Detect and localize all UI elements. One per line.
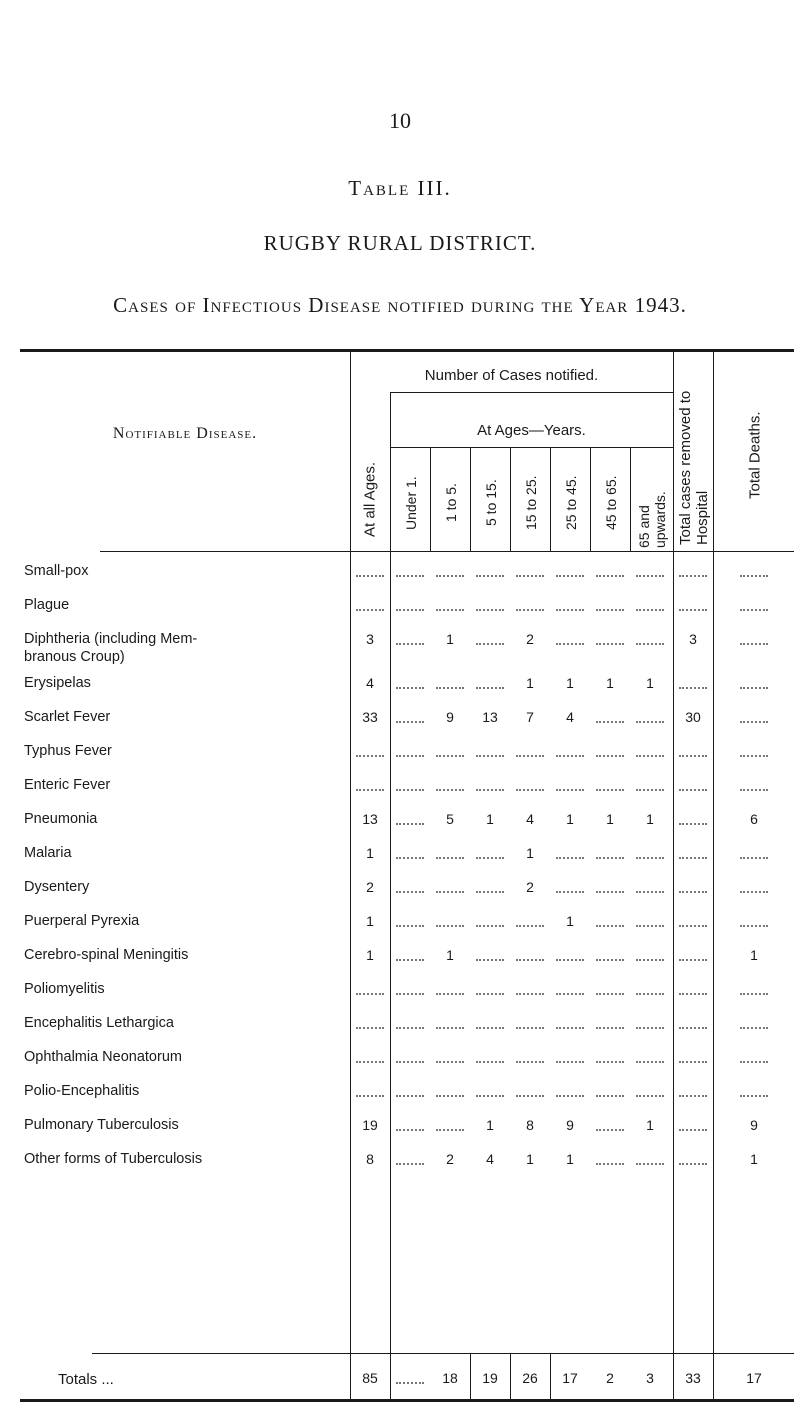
table-cell: 1 [566,675,574,691]
table-cell: 1 [646,1117,654,1133]
disease-label: Small-pox [24,563,89,579]
table-cell: 1 [566,913,574,929]
table-cell [596,857,624,859]
disease-label: Malaria [24,845,72,861]
table-cell [476,609,504,611]
table-cell: 1 [526,675,534,691]
col-header-15-to-25: 15 to 25. [523,475,539,531]
table-cell [476,1095,504,1097]
table-cell [596,993,624,995]
table-cell [679,687,707,689]
table-cell: 6 [750,811,758,827]
table-cell [436,891,464,893]
disease-label: Polio-Encephalitis [24,1083,140,1099]
column-rule [713,352,714,1400]
table-cell: 1 [566,1151,574,1167]
table-cell [556,575,584,577]
totals-cell: 3 [646,1370,654,1386]
table-cell [436,1095,464,1097]
table-cell [396,789,424,791]
col-header-removed-to-hospital: Total cases removed to Hospital [677,390,711,545]
table-cell [396,687,424,689]
table-cell [436,857,464,859]
table-cell [636,609,664,611]
table-cell: 2 [446,1151,454,1167]
table-cell [556,789,584,791]
table-cell [679,609,707,611]
table-cell: 1 [366,845,374,861]
table-cell [396,1129,424,1131]
table-cell [596,575,624,577]
table-cell [556,1061,584,1063]
table-cell [396,823,424,825]
table-cell [556,609,584,611]
table-cell: 1 [750,1151,758,1167]
table-cell [436,755,464,757]
table-cell [556,993,584,995]
at-ages-header: At Ages—Years. [477,422,586,439]
table-cell [679,1095,707,1097]
table-cell: 1 [486,811,494,827]
table-cell: 1 [606,811,614,827]
table-cell [476,925,504,927]
table-cell [356,993,384,995]
table-cell [396,609,424,611]
col-header-1-to-5: 1 to 5. [443,483,459,523]
column-rule [630,448,631,552]
table-cell [679,1027,707,1029]
table-cell [596,925,624,927]
disease-label: Cerebro-spinal Meningitis [24,947,189,963]
column-rule [673,352,674,1400]
table-cell: 9 [446,709,454,725]
table-cell: 9 [750,1117,758,1133]
totals-top-rule [92,1353,794,1354]
table-cell [516,1027,544,1029]
col-header-all-ages: At all Ages. [361,461,379,538]
table-cell [476,857,504,859]
disease-label: Puerperal Pyrexia [24,913,140,929]
table-cell [679,1061,707,1063]
table-cell [396,575,424,577]
table-cell [396,857,424,859]
table-cell [636,755,664,757]
disease-label-continued: branous Croup) [24,649,125,665]
table-cell [596,789,624,791]
table-cell: 13 [482,709,498,725]
table-cell [516,1095,544,1097]
table-cell [556,755,584,757]
table-cell: 2 [526,879,534,895]
table-cell [740,1061,768,1063]
disease-label: Plague [24,597,70,613]
table-cell [476,789,504,791]
table-cell [679,1129,707,1131]
table-cell [396,959,424,961]
table-cell [740,755,768,757]
disease-label: Scarlet Fever [24,709,111,725]
col-header-5-to-15: 5 to 15. [483,479,499,527]
table-cell [740,1095,768,1097]
table-cell [556,1027,584,1029]
table-cell: 9 [566,1117,574,1133]
table-cell: 1 [566,811,574,827]
disease-label: Erysipelas [24,675,91,691]
table-cell [356,575,384,577]
table-cell [679,891,707,893]
table-cell: 30 [685,709,701,725]
table-cell [596,721,624,723]
table-cell: 5 [446,811,454,827]
table-cell: 1 [446,631,454,647]
table-cell: 4 [526,811,534,827]
disease-label: Poliomyelitis [24,981,105,997]
disease-label: Encephalitis Lethargica [24,1015,174,1031]
table-cell: 3 [689,631,697,647]
disease-label: Ophthalmia Neonatorum [24,1049,182,1065]
table-cell [396,1061,424,1063]
totals-cell: 85 [362,1370,378,1386]
column-rule [590,448,591,552]
col-header-65-upwards: 65 and upwards. [636,491,668,548]
totals-cell: 17 [562,1370,578,1386]
table-cell [679,823,707,825]
table-cell [396,721,424,723]
table-cell: 1 [606,675,614,691]
table-cell [740,575,768,577]
disease-label: Dysentery [24,879,90,895]
disease-label: Typhus Fever [24,743,112,759]
table-cell [516,925,544,927]
disease-label: Other forms of Tuberculosis [24,1151,203,1167]
table-cell [556,891,584,893]
table-cell [396,643,424,645]
table-cell: 8 [526,1117,534,1133]
totals-cell: 18 [442,1370,458,1386]
disease-label: Enteric Fever [24,777,111,793]
totals-cell: 2 [606,1370,614,1386]
disease-label: Pneumonia [24,811,98,827]
table-cell [436,1027,464,1029]
table-top-rule [20,349,794,352]
table-cell [679,789,707,791]
table-cell [596,1027,624,1029]
table-cell [476,959,504,961]
table-cell [516,789,544,791]
table-cell [596,1061,624,1063]
column-rule [430,448,431,552]
table-cell: 4 [366,675,374,691]
column-rule [390,392,391,1400]
table-cell [396,993,424,995]
table-cell [636,891,664,893]
table-cell [556,959,584,961]
table-bottom-rule [20,1399,794,1402]
table-cell [679,959,707,961]
table-subtitle: Cases of Infectious Disease notified during the Year 1943. [113,293,687,317]
table-cell [679,575,707,577]
table-cell [516,609,544,611]
col-header-25-to-45: 25 to 45. [563,475,579,531]
table-cell [396,1027,424,1029]
col-header-total-deaths: Total Deaths. [746,411,764,499]
table-cell [476,687,504,689]
table-cell [740,789,768,791]
table-cell [396,1095,424,1097]
totals-cell: 17 [746,1370,762,1386]
table-cell [636,789,664,791]
col-header-45-to-65: 45 to 65. [603,475,619,531]
table-cell [636,1061,664,1063]
table-cell [596,643,624,645]
table-cell [679,993,707,995]
table-cell [596,1095,624,1097]
table-cell [740,1027,768,1029]
column-rule [350,352,351,1400]
header-rule-ages [390,447,674,448]
totals-cell: 19 [482,1370,498,1386]
table-cell [436,1061,464,1063]
page-number: 10 [389,108,411,133]
table-cell: 4 [486,1151,494,1167]
table-cell [679,925,707,927]
table-cell [396,891,424,893]
table-cell [636,959,664,961]
table-cell [476,1027,504,1029]
table-cell [436,575,464,577]
table-cell [740,857,768,859]
table-cell [596,1163,624,1165]
table-cell [436,687,464,689]
table-cell [740,721,768,723]
table-cell [476,575,504,577]
table-cell: 1 [526,845,534,861]
table-cell [636,993,664,995]
table-cell [356,789,384,791]
table-cell: 7 [526,709,534,725]
table-cell [740,891,768,893]
column-rule [510,448,511,552]
table-cell: 1 [750,947,758,963]
table-cell: 1 [526,1151,534,1167]
table-cell: 1 [646,811,654,827]
table-cell: 1 [646,675,654,691]
table-cell [476,993,504,995]
district-title: RUGBY RURAL DISTRICT. [263,231,537,255]
col-header-under-1: Under 1. [403,476,419,530]
table-cell [636,721,664,723]
table-cell [516,755,544,757]
table-cell [636,575,664,577]
column-rule [550,448,551,552]
table-cell [436,925,464,927]
table-cell [596,609,624,611]
table-cell [636,1027,664,1029]
table-cell [436,789,464,791]
table-cell [596,755,624,757]
table-cell [356,609,384,611]
table-cell [476,643,504,645]
table-cell [740,643,768,645]
table-cell: 2 [366,879,374,895]
table-cell [436,1129,464,1131]
header-rule-number [390,392,674,393]
table-cell [516,959,544,961]
table-cell: 4 [566,709,574,725]
table-cell: 1 [446,947,454,963]
table-cell [516,1061,544,1063]
table-cell [596,959,624,961]
table-cell [356,755,384,757]
table-cell [740,925,768,927]
table-cell [356,1027,384,1029]
table-cell [740,687,768,689]
table-cell [679,1163,707,1165]
table-cell [356,1061,384,1063]
table-cell: 3 [366,631,374,647]
table-cell: 1 [366,913,374,929]
number-notified-header: Number of Cases notified. [424,367,599,384]
table-cell [476,1061,504,1063]
table-cell: 13 [362,811,378,827]
table-cell [740,609,768,611]
table-cell: 1 [366,947,374,963]
table-cell [516,575,544,577]
totals-cell: 33 [685,1370,701,1386]
table-cell [436,993,464,995]
notifiable-disease-header: Notifiable Disease. [112,425,258,442]
table-cell [436,609,464,611]
table-cell [396,755,424,757]
table-cell [596,891,624,893]
table-cell: 8 [366,1151,374,1167]
table-cell [636,1163,664,1165]
table-cell [396,1163,424,1165]
table-cell [396,925,424,927]
table-cell [636,1095,664,1097]
table-cell: 19 [362,1117,378,1133]
table-cell [556,1095,584,1097]
table-cell [556,857,584,859]
table-cell [679,755,707,757]
totals-cell [396,1382,424,1384]
table-cell [596,1129,624,1131]
table-cell: 33 [362,709,378,725]
header-bottom-rule [100,551,794,552]
table-cell [516,993,544,995]
table-cell [476,755,504,757]
column-rule [470,448,471,552]
totals-cell: 26 [522,1370,538,1386]
disease-label: Diphtheria (including Mem- [24,631,198,647]
table-cell: 2 [526,631,534,647]
table-cell [556,643,584,645]
table-cell [356,1095,384,1097]
table-cell [679,857,707,859]
table-cell [740,993,768,995]
table-cell [476,891,504,893]
totals-label: Totals ... [58,1371,114,1388]
disease-label: Pulmonary Tuberculosis [24,1117,179,1133]
table-cell [636,925,664,927]
table-cell: 1 [486,1117,494,1133]
table-cell [636,643,664,645]
table-title: Table III. [348,176,452,200]
table-cell [636,857,664,859]
